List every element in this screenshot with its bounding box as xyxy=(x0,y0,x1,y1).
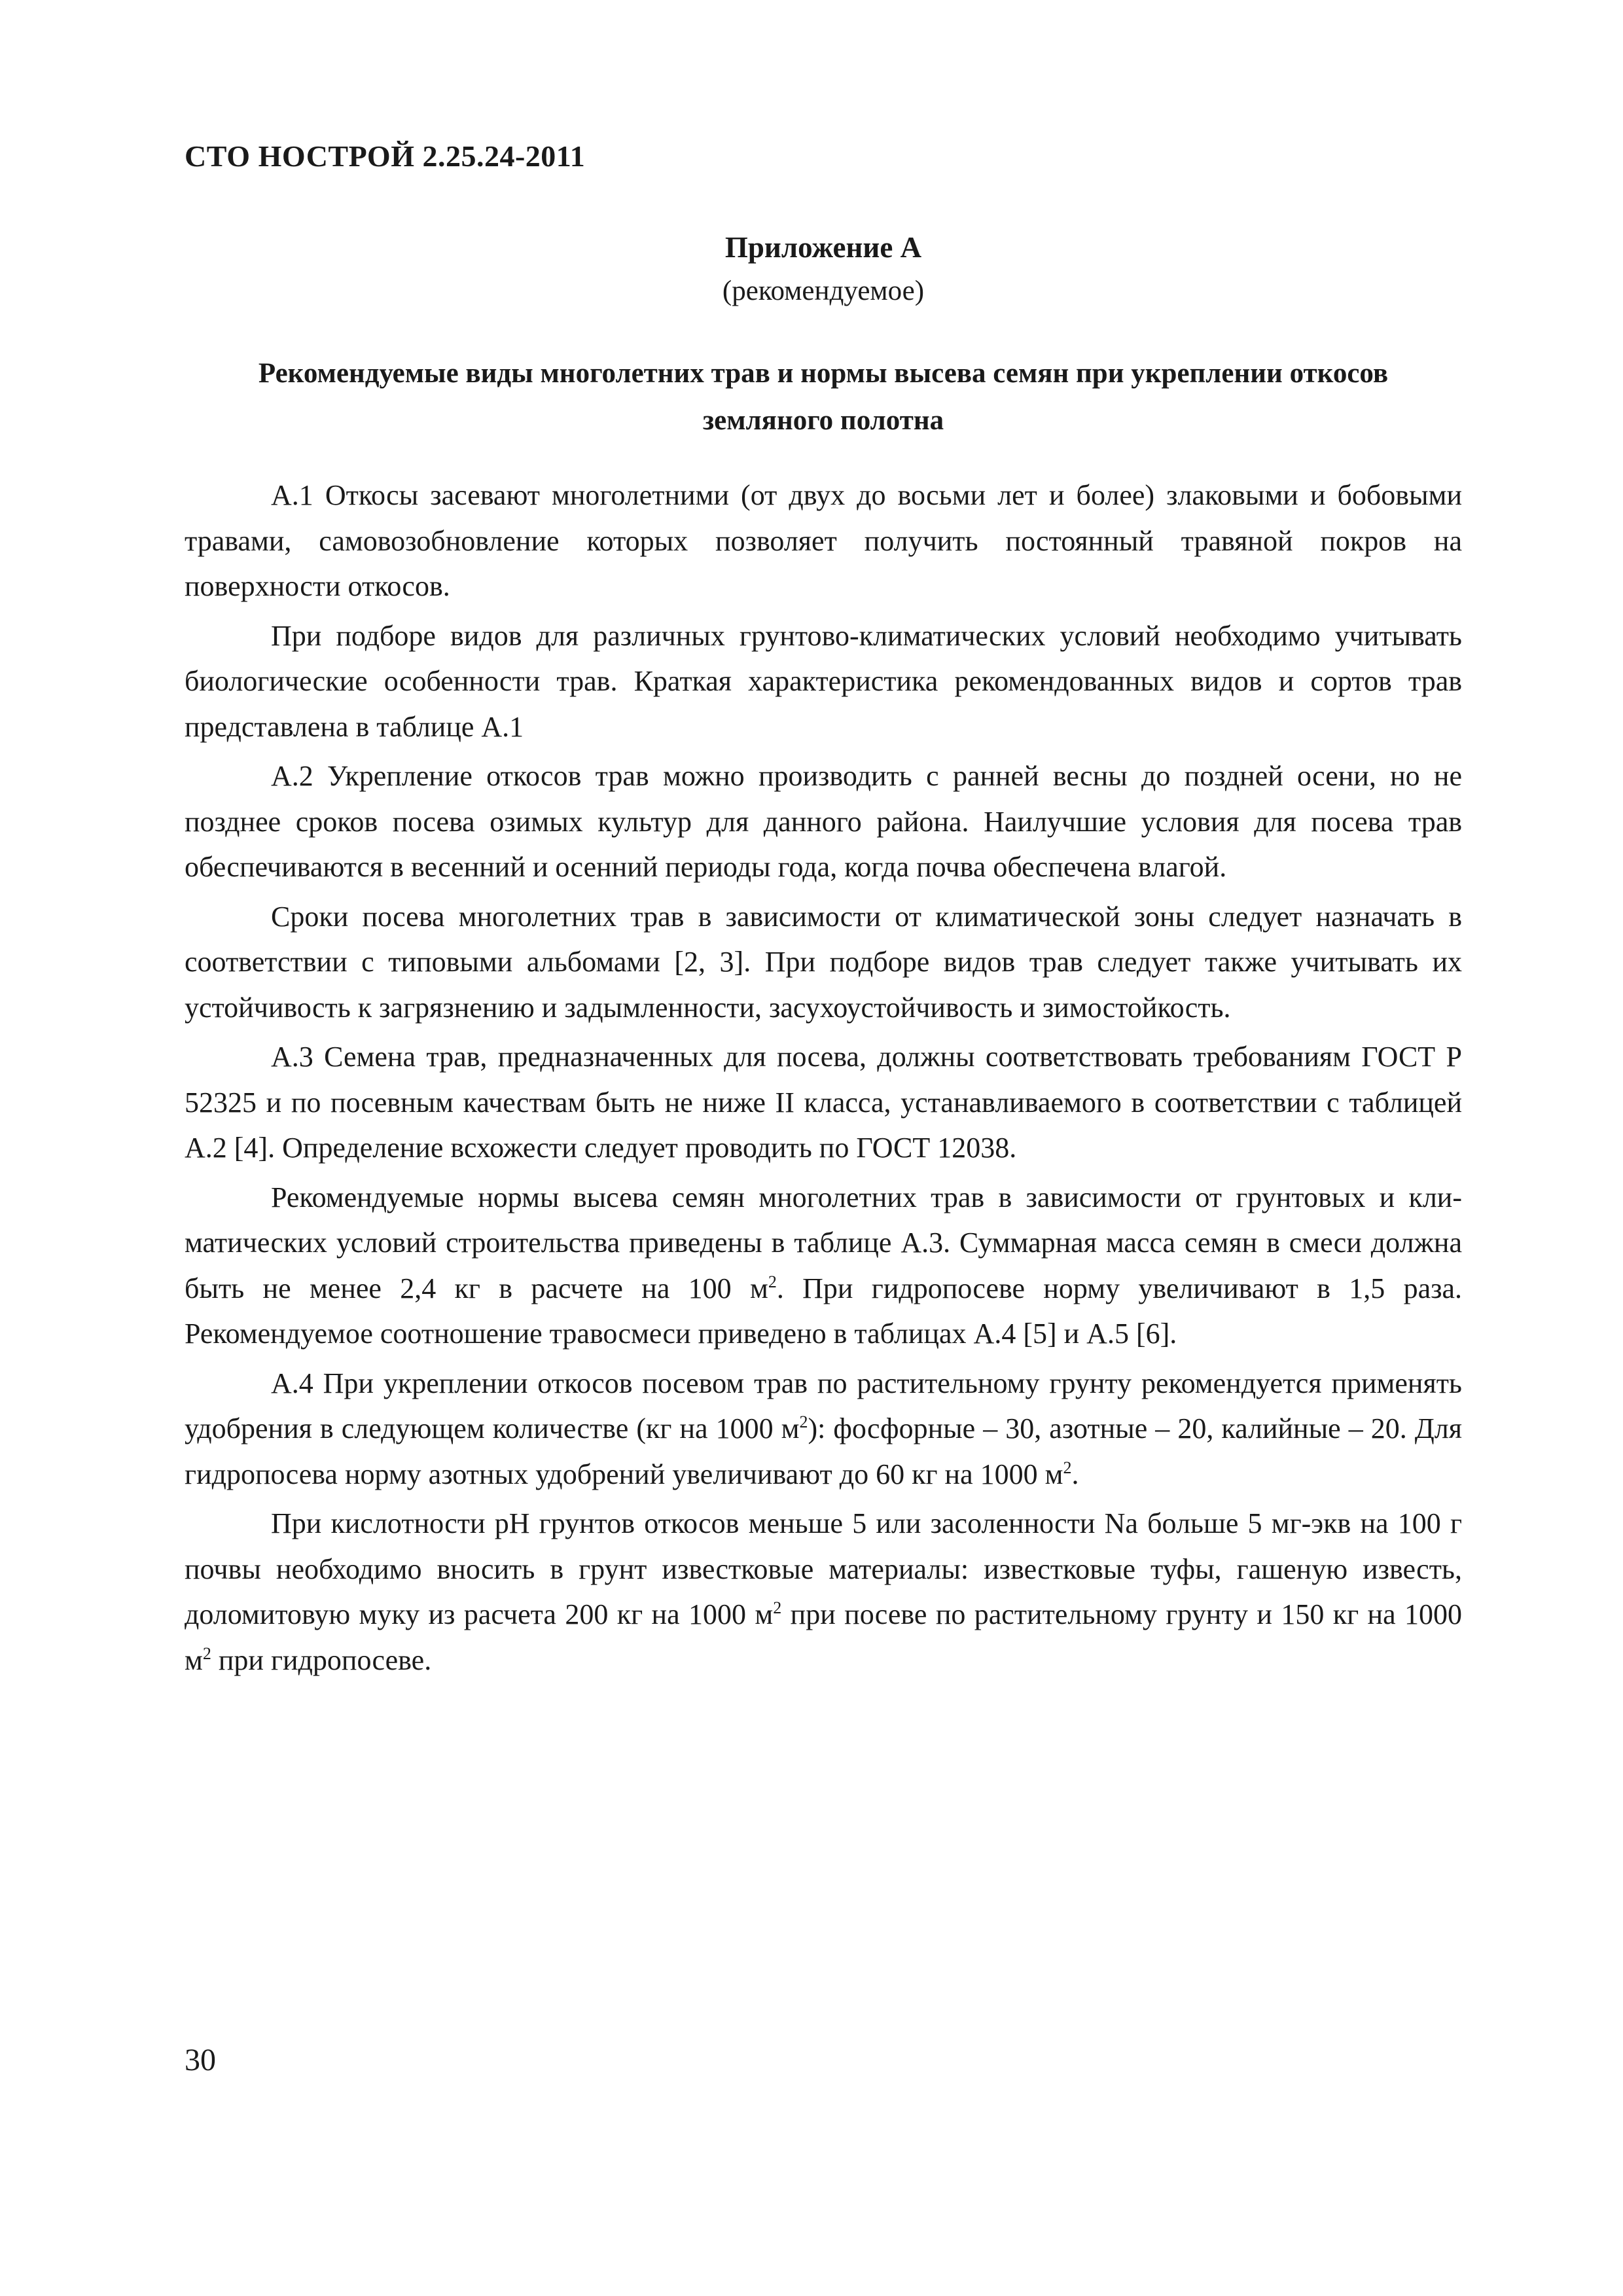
superscript-2: 2 xyxy=(202,1643,211,1663)
paragraph-seeding-rates-text-2: . При гидропосеве норму увеличивают в 1,5 раза. Рекомендуемое соотношение травосмеси приведено в таблицах А.4 [5] и А.5 [6]. xyxy=(185,1272,1463,1350)
paragraph-seeding-rates xyxy=(185,1175,1462,1357)
paragraph-a2: А.2 Укрепление откосов трав можно производить с ранней весны до поздней осени, но не позднее сроков посева озимых культур для данного района. Наилучшие условия для посева трав обеспечиваются в весенний и осенний периоды года, когда почва обеспечена влагой. xyxy=(185,760,1462,883)
paragraph-a4-text-1: А.4 При укреплении откосов посевом трав по растительному грунту рекомендуется применять удобрения в следующем количестве (кг на 1000 м xyxy=(185,1367,1462,1444)
page-number: 30 xyxy=(185,2043,216,2077)
section-heading-line-1: Рекомендуемые виды многолетних трав и нормы высева семян при укреплении откосов xyxy=(258,358,1389,389)
superscript-2: 2 xyxy=(773,1598,782,1617)
superscript-2: 2 xyxy=(1063,1458,1072,1477)
paragraph-a3: А.3 Семена трав, предназначенных для посева, должны соответствовать требованиям ГОСТ Р 52325 и по посевным качествам быть не ниже II класса, устанавливаемого в соответствии с таблицей А.2 [4]. Определение всхожести следует проводить по ГОСТ 12038. xyxy=(185,1041,1462,1164)
paragraph-a4-text-2: ): фосфорные – 30, азотные – 20, калийные – 20. Для гидропосева норму азотных удобрений увеличивают до 60 кг на 1000 м xyxy=(185,1412,1462,1490)
appendix-note: (рекомендуемое) xyxy=(722,276,925,306)
paragraph-acidity-text-3: при гидропосеве. xyxy=(211,1643,432,1676)
paragraph-a1: А.1 Откосы засевают многолетними (от двух до восьми лет и более) злаковыми и бобовыми травами, самовозобновление которых позволяет получить постоянный травяной покров на поверхности откосов. xyxy=(185,479,1462,602)
paragraph-acidity-text-2: при посеве по растительному грунту и 150 кг на 1000 м xyxy=(185,1598,1463,1676)
paragraph-seeding-rates-text-1: Рекомендуемые нормы высева семян многолетних трав в зависимости от грунтовых и климатических условий строительства приведены в таблице А.3. Суммарная масса семян в смеси должна быть не менее 2,4 кг в расчете на 100 м xyxy=(185,1181,1462,1304)
body-text xyxy=(185,473,1462,1683)
document-code: СТО НОСТРОЙ 2.25.24-2011 xyxy=(185,139,586,173)
paragraph-acidity-text-1: При кислотности pH грунтов откосов меньше 5 или засоленности Na больше 5 мг-экв на 100 г почвы необходимо вносить в грунт известковые материалы: известковые туфы, гашеную известь, доломитовую муку из расчета 200 кг на 1000 м xyxy=(185,1507,1462,1630)
paragraph-acidity xyxy=(185,1501,1462,1683)
superscript-2: 2 xyxy=(799,1412,808,1431)
paragraph-species-selection: При подборе видов для различных грунтово-климатических условий необходимо учитывать биологические особенности трав. Краткая характеристика рекомендованных видов и сортов трав представлена в таблице А.1 xyxy=(185,619,1462,743)
paragraph-a4-text-3: . xyxy=(1071,1458,1079,1490)
paragraph-sowing-terms: Сроки посева многолетних трав в зависимости от климатической зоны следует назначать в соответствии с типовыми альбомами [2, 3]. При подборе видов трав следует также учитывать их устойчивость к загрязнению и задымленности, засухоустойчивость и зимостойкость. xyxy=(185,900,1462,1024)
paragraph-a4 xyxy=(185,1361,1462,1498)
superscript-2: 2 xyxy=(768,1272,777,1291)
appendix-title: Приложение А xyxy=(724,231,922,264)
section-heading-line-2: земляного полотна xyxy=(702,405,944,436)
section-heading xyxy=(185,350,1462,444)
